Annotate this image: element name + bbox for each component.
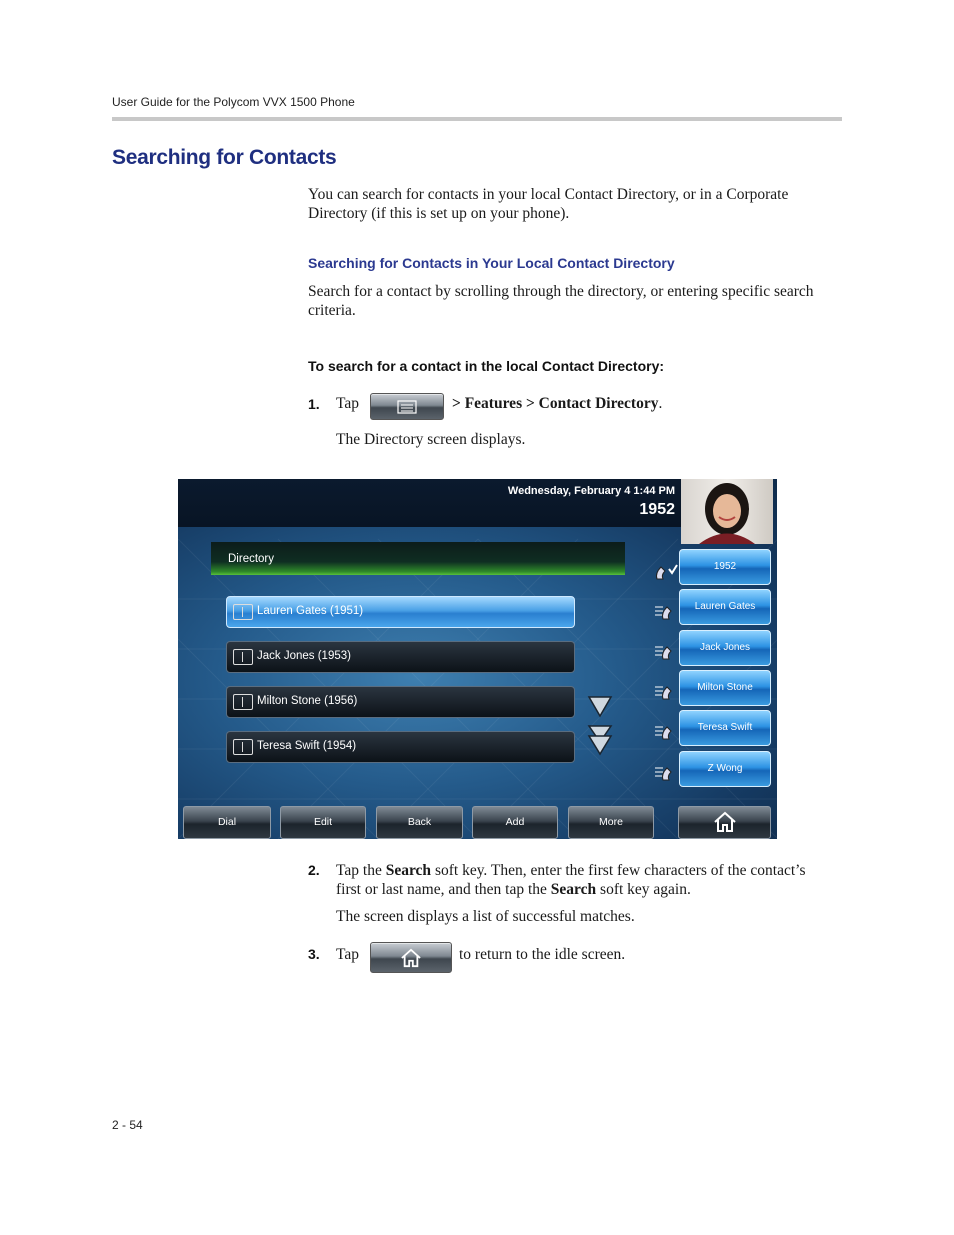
edit-softkey[interactable]: Edit: [280, 806, 366, 839]
phone-handset-icon: [653, 561, 679, 583]
person-photo-icon: [681, 479, 773, 544]
entry-label: Teresa Swift (1954): [257, 740, 357, 752]
book-icon: [233, 604, 253, 620]
step-2-text-a: Tap the: [336, 862, 386, 879]
speed-dial-handset-icon: [653, 762, 679, 784]
intro-paragraph: You can search for contacts in your local Contact Directory, or in a Corporate Directory (if this is set up on your phone).: [308, 186, 789, 222]
book-icon: [233, 694, 253, 710]
step-1-path: [452, 395, 662, 414]
step-2-bold-a: Search: [385, 862, 432, 879]
step-1-number: 1.: [308, 396, 320, 412]
step-2-result: The screen displays a list of successful matches.: [336, 908, 635, 925]
page-down-icon[interactable]: [587, 724, 613, 756]
step-1-tap-text: Tap: [336, 395, 360, 412]
entry-label: Jack Jones (1953): [257, 650, 351, 662]
entry-label: Milton Stone (1956): [257, 695, 358, 707]
step-1-period: .: [658, 395, 663, 412]
directory-title-bar: [211, 542, 625, 575]
line-key-z-wong[interactable]: Z Wong: [679, 751, 771, 787]
header-rule: [112, 117, 842, 121]
subsection-paragraph: Search for a contact by scrolling through the directory, or entering specific search criteria.: [308, 283, 814, 319]
step-2-bold-b: Search: [550, 880, 597, 898]
step-3-tap-text: Tap: [336, 946, 360, 963]
line-key-lauren-gates[interactable]: Lauren Gates: [679, 589, 771, 625]
extension-number: 1952: [639, 501, 675, 518]
contact-photo: [681, 479, 773, 544]
entry-label: Lauren Gates (1951): [257, 605, 364, 617]
phone-screen-image: [178, 479, 777, 839]
book-icon: [233, 649, 253, 665]
back-softkey[interactable]: Back: [376, 806, 463, 839]
step-1-path-text: > Features > Contact Directory: [452, 395, 659, 412]
step-2-text: [336, 862, 806, 899]
directory-entry[interactable]: [226, 731, 575, 763]
line-key-milton-stone[interactable]: Milton Stone: [679, 670, 771, 706]
more-softkey[interactable]: More: [568, 806, 654, 839]
directory-entry[interactable]: [226, 596, 575, 628]
date-time: Wednesday, February 4 1:44 PM: [507, 485, 675, 497]
step-1-result: The Directory screen displays.: [336, 431, 526, 448]
speed-dial-handset-icon: [653, 641, 679, 663]
step-2-number: 2.: [308, 862, 320, 878]
menu-icon: [397, 400, 417, 414]
speed-dial-handset-icon: [653, 681, 679, 703]
home-icon: [400, 948, 422, 968]
step-3-number: 3.: [308, 946, 320, 962]
book-icon: [233, 739, 253, 755]
step-2-text-b: soft key. Then, enter the first few characters of the contact’s first or last name, and then tap the: [336, 862, 806, 898]
directory-title: Directory: [228, 553, 275, 565]
status-bar: [178, 479, 681, 527]
home-key-image: [370, 942, 452, 973]
speed-dial-handset-icon: [653, 721, 679, 743]
directory-entry[interactable]: [226, 686, 575, 718]
add-softkey[interactable]: Add: [472, 806, 558, 839]
line-key-jack-jones[interactable]: Jack Jones: [679, 630, 771, 666]
running-header: User Guide for the Polycom VVX 1500 Phone: [112, 95, 355, 109]
menu-key-image: [370, 393, 444, 420]
dial-softkey[interactable]: Dial: [183, 806, 271, 839]
line-key-1952[interactable]: 1952: [679, 549, 771, 585]
step-2-text-c: soft key again.: [596, 880, 691, 898]
speed-dial-handset-icon: [653, 601, 679, 623]
page-number: 2 - 54: [112, 1118, 143, 1132]
section-title: Searching for Contacts: [112, 146, 337, 169]
step-3-text: to return to the idle screen.: [459, 946, 626, 963]
subsection-title: Searching for Contacts in Your Local Contact Directory: [308, 255, 675, 271]
home-softkey[interactable]: [678, 806, 771, 839]
procedure-title: To search for a contact in the local Contact Directory:: [308, 358, 665, 374]
home-icon: [713, 811, 737, 833]
directory-entry[interactable]: [226, 641, 575, 673]
line-key-teresa-swift[interactable]: Teresa Swift: [679, 710, 771, 746]
scroll-down-icon[interactable]: [587, 693, 613, 719]
